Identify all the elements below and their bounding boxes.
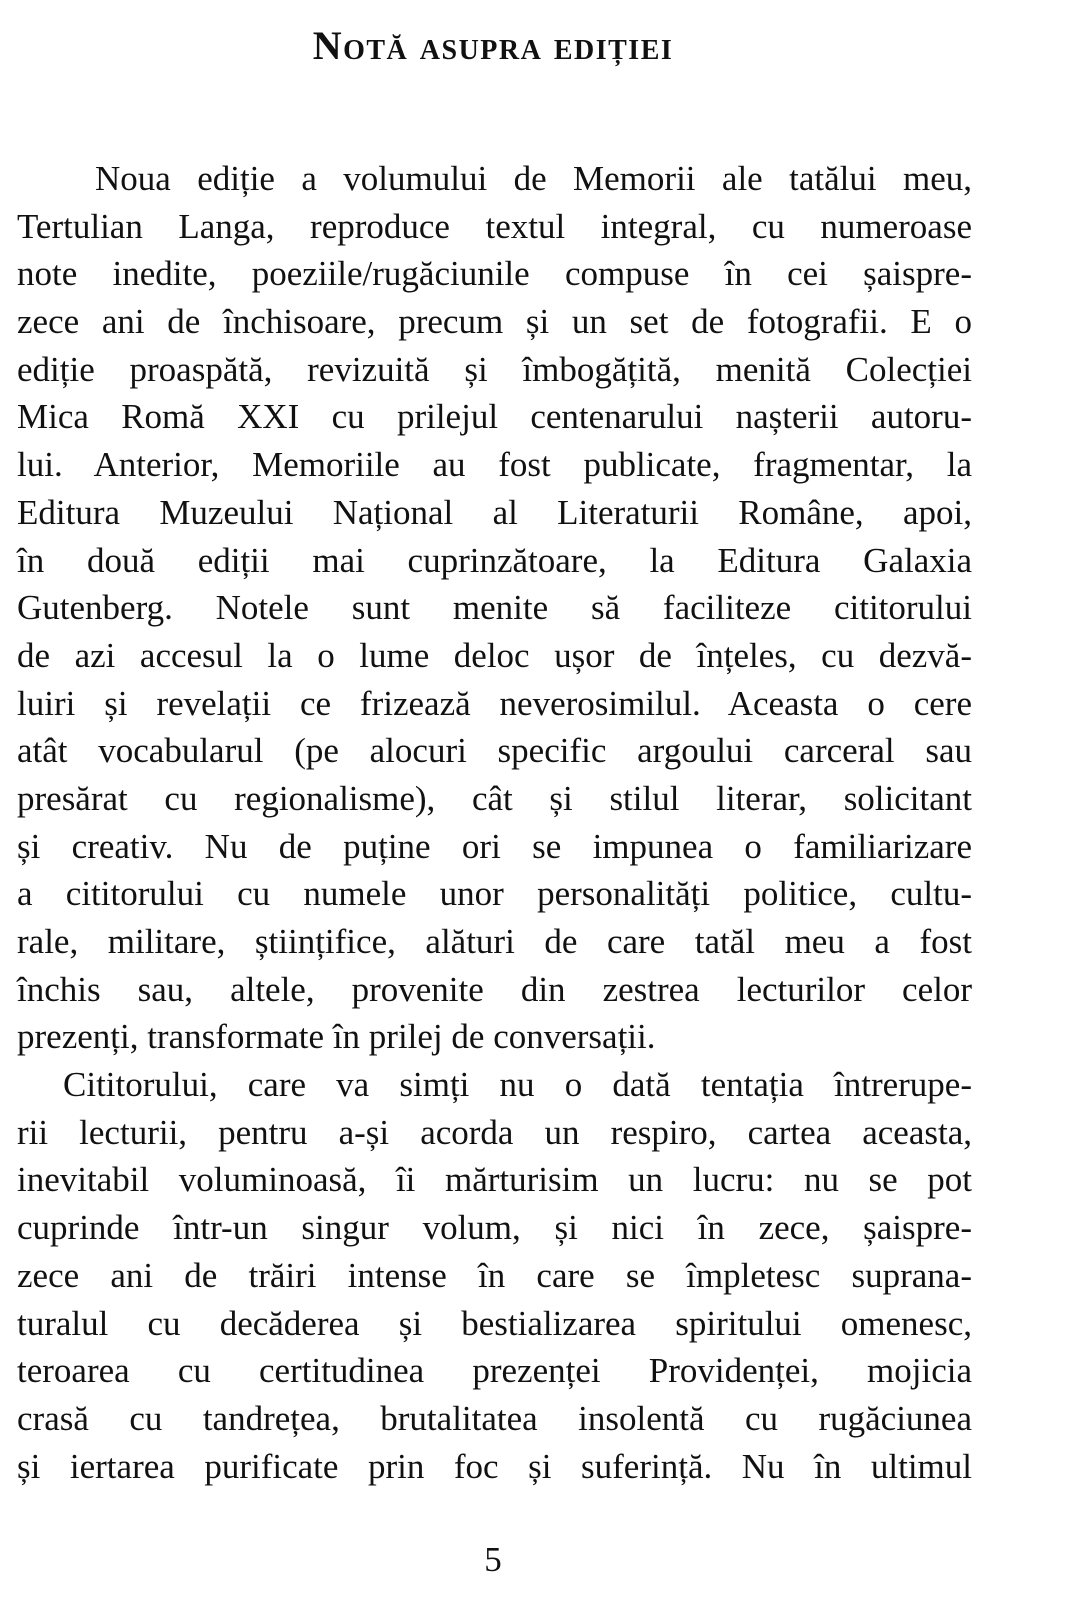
text-line: zece ani de trăiri intense în care se împletesc suprana- <box>17 1255 972 1295</box>
text-line: presărat cu regionalisme), cât și stilul literar, solicitant <box>17 778 972 818</box>
text-line: rale, militare, științifice, alături de care tatăl meu a fost <box>17 922 972 961</box>
text-line: Editura Muzeului Național al Literaturii Române, apoi, <box>17 492 972 532</box>
paragraph <box>17 1061 972 1490</box>
text-line: prezenți, transformate în prilej de conversații. <box>17 1017 656 1057</box>
text-line: rii lecturii, pentru a-și acorda un respiro, cartea aceasta, <box>17 1112 972 1152</box>
text-line: crasă cu tandrețea, brutalitatea insolentă cu rugăciunea <box>17 1398 972 1438</box>
text-line: a cititorului cu numele unor personalități politice, cultu- <box>17 874 972 914</box>
text-line: inevitabil voluminoasă, îi mărturisim un lucru: nu se pot <box>17 1160 972 1200</box>
text-line: Noua ediție a volumului de Memorii ale tatălui meu, <box>95 159 972 198</box>
text-line: lui. Anterior, Memoriile au fost publicate, fragmentar, la <box>17 445 972 485</box>
text-line: Mica Romă XXI cu prilejul centenarului nașterii autoru- <box>17 397 972 437</box>
paragraph <box>17 155 972 1061</box>
text-line: Gutenberg. Notele sunt menite să faciliteze cititorului <box>17 588 972 628</box>
text-line: de azi accesul la o lume deloc ușor de înțeles, cu dezvă- <box>17 635 972 675</box>
text-line: ediție proaspătă, revizuită și îmbogățită, menită Colecției <box>17 349 972 389</box>
body-text <box>17 155 972 1490</box>
text-line: și iertarea purificate prin foc și suferință. Nu în ultimul <box>17 1446 972 1486</box>
text-line: teroarea cu certitudinea prezenței Providenței, mojicia <box>17 1351 972 1391</box>
page-number: 5 <box>484 1540 502 1579</box>
text-line: cuprinde într-un singur volum, și nici în zece, șaispre- <box>17 1208 972 1248</box>
text-line: note inedite, poeziile/rugăciunile compuse în cei șaispre- <box>17 254 972 294</box>
text-line: închis sau, altele, provenite din zestrea lecturilor celor <box>17 969 972 1009</box>
text-line: Tertulian Langa, reproduce textul integral, cu numeroase <box>17 206 972 246</box>
text-line: atât vocabularul (pe alocuri specific argoului carceral sau <box>17 731 972 771</box>
page-title: Notă asupra ediției <box>312 23 674 68</box>
text-line: turalul cu decăderea și bestializarea spiritului omenesc, <box>17 1303 972 1343</box>
text-line: în două ediții mai cuprinzătoare, la Editura Galaxia <box>17 540 972 580</box>
text-line: și creativ. Nu de puține ori se impunea o familiarizare <box>17 826 972 866</box>
text-line: zece ani de închisoare, precum și un set de fotografii. E o <box>17 302 972 342</box>
text-line: Cititorului, care va simți nu o dată tentația întrerupe- <box>63 1065 972 1105</box>
text-line: luiri și revelații ce frizează neverosimilul. Aceasta o cere <box>17 683 972 723</box>
